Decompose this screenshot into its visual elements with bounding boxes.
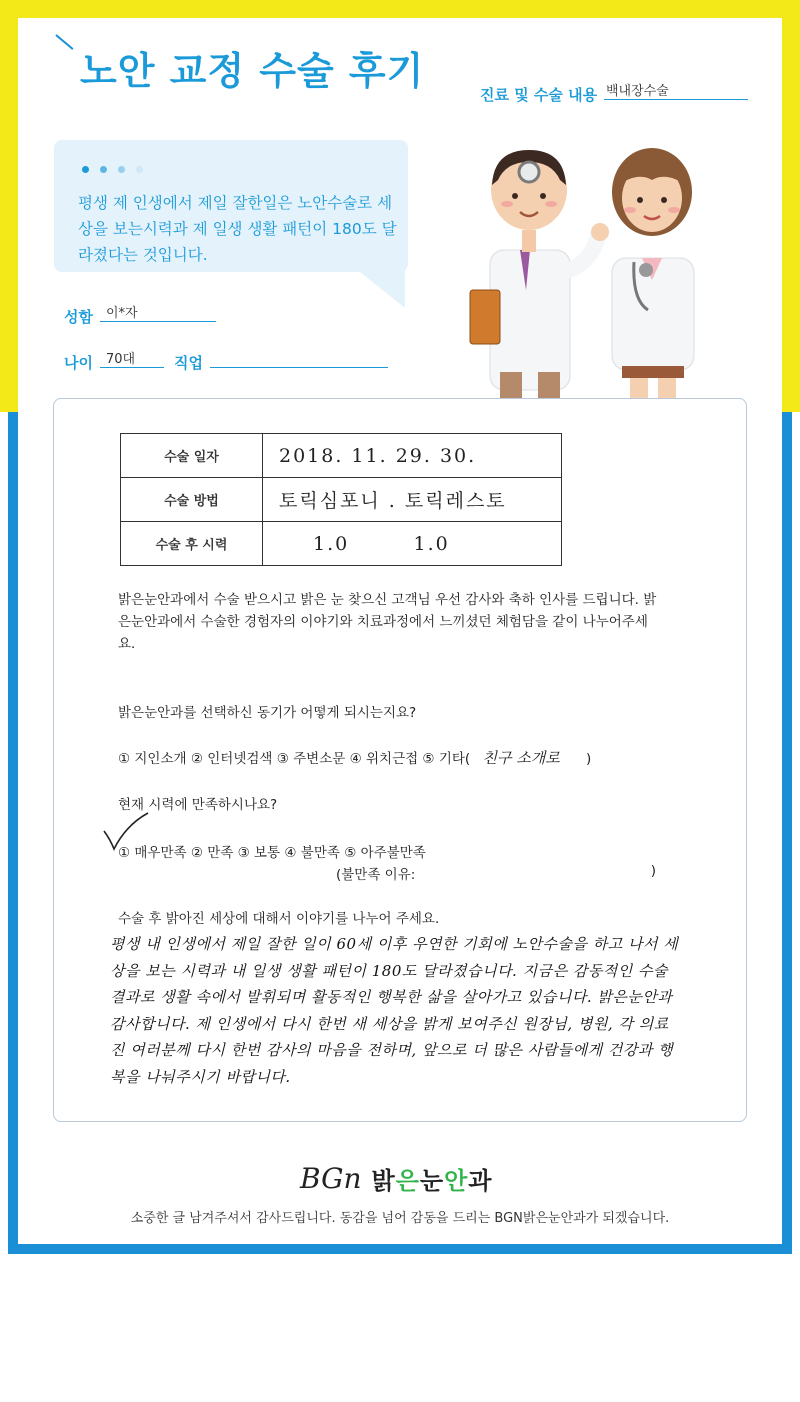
logo-char: 과 (468, 1166, 493, 1195)
page-title: 노안 교정 수술 후기 (80, 49, 425, 93)
surgery-info-table (120, 433, 562, 566)
logo-name (372, 1161, 493, 1196)
dot (118, 166, 125, 173)
name-label: 성함 (64, 308, 93, 326)
post-vision-value: 1.0 1.0 (263, 522, 562, 566)
dissatisfaction-reason-label: (불만족 이유: (336, 867, 416, 883)
dot (136, 166, 143, 173)
bgn-logo (300, 1156, 492, 1200)
surgery-date-label: 수술 일자 (121, 434, 263, 478)
speech-bubble-tail (355, 268, 405, 308)
dissatisfaction-reason (336, 863, 656, 883)
surgery-method-value: 토릭심포니 . 토릭레스토 (263, 478, 562, 522)
table-row (121, 434, 562, 478)
female-doctor-icon (612, 148, 694, 400)
question-story: 수술 후 밝아진 세상에 대해서 이야기를 나누어 주세요. (118, 911, 440, 927)
footer-thanks: 소중한 글 남겨주셔서 감사드립니다. 동감을 넘어 감동을 드리는 BGN밝은눈안과가 되겠습니다. (130, 1211, 670, 1226)
logo-char: 은 (395, 1166, 420, 1195)
speech-bubble-dots (82, 166, 143, 173)
treatment-value: 백내장수술 (604, 80, 748, 100)
question-satisfaction: 현재 시력에 만족하시나요? (118, 797, 278, 813)
age-field: 70대 (100, 348, 164, 368)
surgery-method-label: 수술 방법 (121, 478, 263, 522)
bubble-text: 평생 제 인생에서 제일 잘한일은 노안수술로 세상을 보는시력과 제 일생 생활 패턴이 180도 달라졌다는 것입니다. (78, 194, 397, 264)
job-field (210, 348, 388, 368)
name-field: 이*자 (100, 302, 216, 322)
doctors-illustration (452, 140, 702, 400)
motivation-close-paren: ) (586, 751, 592, 767)
age-label: 나이 (64, 354, 93, 372)
logo-char: 눈 (419, 1166, 445, 1195)
logo-char: 안 (444, 1166, 469, 1195)
dot (82, 166, 89, 173)
handwritten-review: 평생 내 인생에서 제일 잘한 일이 60세 이후 우연한 기회에 노안수술을 하고 나서 세상을 보는 시력과 내 일생 생활 패턴이 180도 달라졌습니다. 지금은 감동적인 수술 결과로 생활 속에서 발휘되며 활동적인 행복한 삶을 살아가고 있습니다. 밝은눈안과 감사합니다. 제 인생에서 다시 한번 새 세상을 밝게 보여주신 원장님, 병원, 각 의료진 여러분께 다시 한번 감사의 마음을 전하며, 앞으로 더 많은 사람들에게 건강과 행복을 나눠주시기 바랍니다. (110, 935, 679, 1086)
male-doctor-icon (470, 150, 609, 400)
dissatisfaction-reason-close: ) (650, 863, 656, 879)
surgery-date-value: 2018. 11. 29. 30. (263, 434, 562, 478)
motivation-options-text: ① 지인소개 ② 인터넷검색 ③ 주변소문 ④ 위치근접 ⑤ 기타( (118, 751, 471, 767)
post-vision-label: 수술 후 시력 (121, 522, 263, 566)
job-label: 직업 (174, 354, 203, 372)
dot (100, 166, 107, 173)
treatment-label: 진료 및 수술 내용 (480, 86, 598, 104)
review-form-card (53, 398, 747, 1122)
logo-mark: BGn (300, 1161, 362, 1195)
question-motivation: 밝은눈안과를 선택하신 동기가 어떻게 되시는지요? (118, 705, 417, 721)
logo-char: 밝 (371, 1166, 396, 1195)
intro-text: 밝은눈안과에서 수술 받으시고 밝은 눈 찾으신 고객님 우선 감사와 축하 인사를 드립니다. 밝은눈안과에서 수술한 경험자의 이야기와 치료과정에서 느끼셨던 체험담을 같이 나누어주세요. (118, 592, 657, 652)
table-row (121, 478, 562, 522)
motivation-other-handwritten: 친구 소개로 (482, 749, 560, 767)
motivation-options (118, 747, 591, 768)
satisfaction-options: ① 매우만족 ② 만족 ③ 보통 ④ 불만족 ⑤ 아주불만족 (118, 845, 426, 861)
table-row (121, 522, 562, 566)
